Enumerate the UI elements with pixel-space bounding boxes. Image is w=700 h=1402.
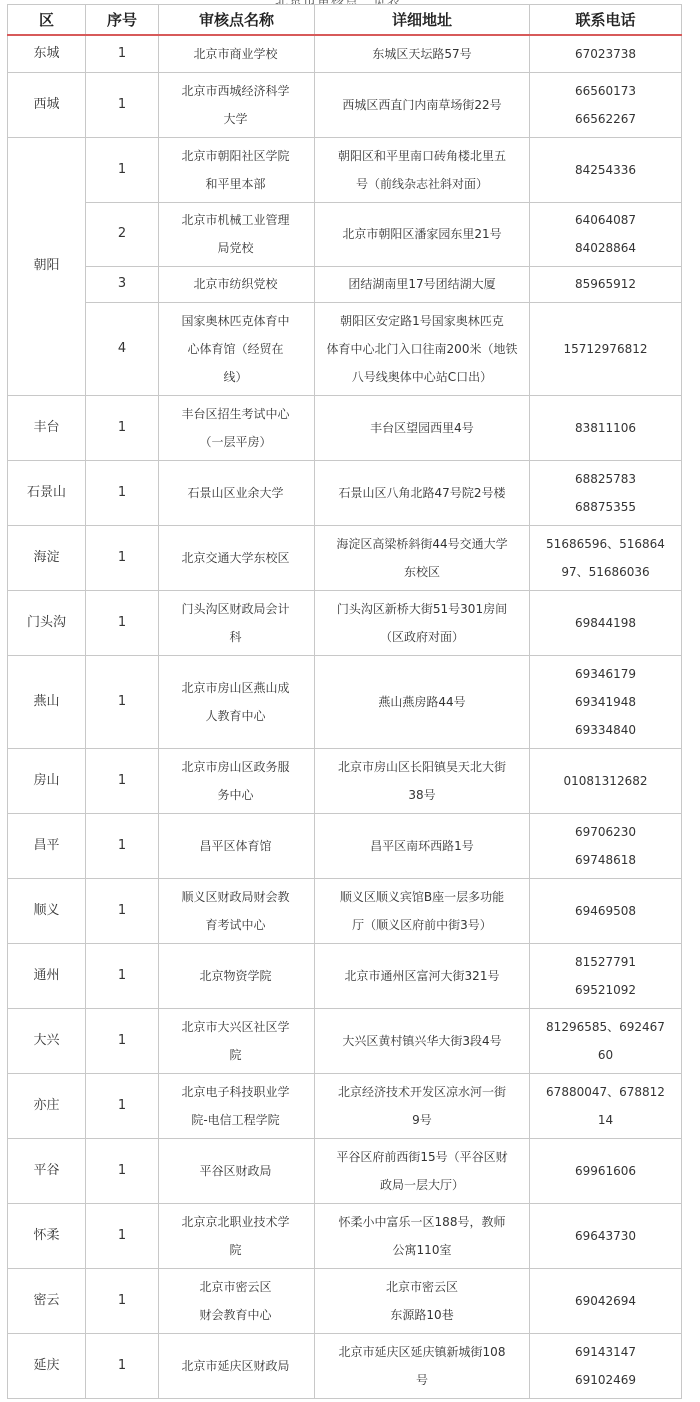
cell-phone-text: 67880047、678812 14 xyxy=(546,1084,665,1127)
cell-address xyxy=(315,655,530,748)
header-district: 区 xyxy=(8,5,86,36)
cell-serial-number-text: 2 xyxy=(117,226,127,241)
cell-site-name-text: 门头沟区财政局会计 科 xyxy=(181,601,290,644)
cell-serial-number xyxy=(86,72,159,137)
cell-phone-text: 15712976812 xyxy=(563,341,648,356)
cell-serial-number xyxy=(86,266,159,302)
cell-address xyxy=(315,878,530,943)
cell-serial-number xyxy=(86,460,159,525)
cell-serial-number xyxy=(86,1203,159,1268)
cell-phone-text: 69844198 xyxy=(574,615,637,630)
cell-address xyxy=(315,748,530,813)
table-row xyxy=(8,460,682,525)
cell-phone xyxy=(530,655,682,748)
cell-site-name xyxy=(159,813,315,878)
cell-phone-text: 81296585、692467 60 xyxy=(546,1019,665,1062)
cell-phone-text: 84254336 xyxy=(574,162,637,177)
cell-site-name-text: 北京物资学院 xyxy=(199,968,272,983)
cell-serial-number xyxy=(86,813,159,878)
cell-address-text: 团结湖南里17号团结湖大厦 xyxy=(348,277,496,291)
cell-serial-number-text: 1 xyxy=(117,161,127,177)
cell-phone-text: 64064087 84028864 xyxy=(574,213,637,255)
cell-address-text: 朝阳区和平里南口砖角楼北里五 号（前线杂志社斜对面） xyxy=(337,148,506,191)
cell-phone xyxy=(530,460,682,525)
cell-address-text: 怀柔小中富乐一区188号，教师 公寓110室 xyxy=(338,1214,506,1257)
table-row xyxy=(8,1268,682,1333)
cell-site-name xyxy=(159,137,315,202)
table-row xyxy=(8,748,682,813)
cell-phone-text: 69706230 69748618 xyxy=(574,824,637,867)
cell-address xyxy=(315,1138,530,1203)
cell-site-name xyxy=(159,590,315,655)
cell-site-name-text: 北京市房山区燕山成 人教育中心 xyxy=(181,680,290,723)
cell-phone xyxy=(530,266,682,302)
cell-address-text: 北京市朝阳区潘家园东里21号 xyxy=(342,227,502,241)
cell-site-name-text: 北京京北职业技术学 院 xyxy=(181,1214,290,1257)
cell-address-text: 平谷区府前西街15号（平谷区财 政局一层大厅） xyxy=(336,1149,508,1192)
table-row xyxy=(8,1138,682,1203)
cell-site-name xyxy=(159,1073,315,1138)
cell-serial-number-text: 1 xyxy=(117,772,127,788)
cell-site-name-text: 石景山区业余大学 xyxy=(187,485,284,500)
cell-phone xyxy=(530,590,682,655)
cell-serial-number-text: 1 xyxy=(117,693,127,709)
header-address: 详细地址 xyxy=(315,5,530,36)
cell-phone xyxy=(530,1008,682,1073)
cell-serial-number xyxy=(86,655,159,748)
cell-site-name xyxy=(159,72,315,137)
cell-serial-number-text: 1 xyxy=(117,837,127,853)
cell-phone xyxy=(530,878,682,943)
cell-serial-number-text: 4 xyxy=(117,340,127,356)
cell-serial-number xyxy=(86,1268,159,1333)
table-row xyxy=(8,655,682,748)
cell-site-name xyxy=(159,1008,315,1073)
cell-address xyxy=(315,1008,530,1073)
cell-serial-number-text: 1 xyxy=(117,967,127,983)
cell-address xyxy=(315,460,530,525)
cell-site-name-text: 北京市纺织党校 xyxy=(193,277,278,291)
cell-site-name xyxy=(159,35,315,72)
cell-address-text: 顺义区顺义宾馆B座一层多功能 厅（顺义区府前中街3号） xyxy=(339,889,505,932)
table-header-row xyxy=(8,5,682,36)
cell-phone-text: 69042694 xyxy=(574,1293,637,1308)
cell-serial-number xyxy=(86,748,159,813)
table-row xyxy=(8,395,682,460)
cell-site-name xyxy=(159,878,315,943)
cell-phone xyxy=(530,1203,682,1268)
exam-site-table xyxy=(7,4,682,1399)
cell-serial-number xyxy=(86,878,159,943)
table-row xyxy=(8,302,682,395)
cell-site-name-text: 顺义区财政局财会教 育考试中心 xyxy=(181,889,290,932)
cell-serial-number-text: 1 xyxy=(117,1227,127,1243)
cell-serial-number-text: 1 xyxy=(117,45,127,61)
cell-phone xyxy=(530,302,682,395)
table-row xyxy=(8,266,682,302)
cell-address xyxy=(315,72,530,137)
cell-address xyxy=(315,137,530,202)
cell-site-name xyxy=(159,1333,315,1398)
cell-serial-number xyxy=(86,1008,159,1073)
cell-phone-text: 01081312682 xyxy=(563,773,648,788)
cell-district: 密云 xyxy=(8,1268,86,1333)
table-row xyxy=(8,1073,682,1138)
cell-phone-text: 83811106 xyxy=(574,420,637,435)
cell-district: 西城 xyxy=(8,72,86,137)
cell-address-text: 北京市通州区富河大街321号 xyxy=(344,968,500,983)
cell-address xyxy=(315,395,530,460)
cell-address xyxy=(315,302,530,395)
cell-phone xyxy=(530,1333,682,1398)
cell-address-text: 丰台区望园西里4号 xyxy=(370,420,474,435)
cell-address-text: 西城区西直门内南草场街22号 xyxy=(342,97,502,112)
cell-address xyxy=(315,590,530,655)
cell-serial-number xyxy=(86,302,159,395)
cell-address xyxy=(315,1333,530,1398)
table-row xyxy=(8,1333,682,1398)
cell-phone xyxy=(530,943,682,1008)
header-serial-number: 序号 xyxy=(86,5,159,36)
cell-site-name-text: 北京市机械工业管理 局党校 xyxy=(181,213,290,255)
cell-serial-number-text: 3 xyxy=(117,276,127,291)
cell-phone xyxy=(530,35,682,72)
cell-phone-text: 68825783 68875355 xyxy=(574,471,637,514)
cell-address-text: 北京市密云区 东源路10巷 xyxy=(385,1279,458,1322)
cell-district: 燕山 xyxy=(8,655,86,748)
cell-address xyxy=(315,1268,530,1333)
cell-address-text: 大兴区黄村镇兴华大街3段4号 xyxy=(342,1033,502,1048)
cell-address-text: 朝阳区安定路1号国家奥林匹克 体育中心北门入口往南200米（地铁 八号线奥体中心站C口出） xyxy=(326,313,518,384)
cell-serial-number-text: 1 xyxy=(117,549,127,565)
cell-serial-number xyxy=(86,525,159,590)
cell-site-name xyxy=(159,1138,315,1203)
cell-address xyxy=(315,202,530,266)
cell-serial-number-text: 1 xyxy=(117,1357,127,1373)
cell-address xyxy=(315,813,530,878)
cell-phone-text: 85965912 xyxy=(574,277,637,291)
cell-district: 怀柔 xyxy=(8,1203,86,1268)
cell-serial-number xyxy=(86,943,159,1008)
cell-district: 门头沟 xyxy=(8,590,86,655)
cell-phone xyxy=(530,813,682,878)
cell-serial-number-text: 1 xyxy=(117,484,127,500)
cell-serial-number-text: 1 xyxy=(117,1032,127,1048)
cell-serial-number xyxy=(86,395,159,460)
cell-address-text: 石景山区八角北路47号院2号楼 xyxy=(338,485,506,500)
cell-site-name-text: 北京市大兴区社区学 院 xyxy=(181,1019,290,1062)
cell-serial-number xyxy=(86,1138,159,1203)
cell-serial-number-text: 1 xyxy=(117,96,127,112)
cell-site-name xyxy=(159,302,315,395)
cell-district: 石景山 xyxy=(8,460,86,525)
header-phone: 联系电话 xyxy=(530,5,682,36)
cell-phone-text: 69643730 xyxy=(574,1228,637,1243)
cell-address-text: 东城区天坛路57号 xyxy=(372,46,472,61)
cell-district: 海淀 xyxy=(8,525,86,590)
cell-site-name-text: 北京市朝阳社区学院 和平里本部 xyxy=(181,148,290,191)
cell-district: 丰台 xyxy=(8,395,86,460)
cell-site-name-text: 昌平区体育馆 xyxy=(199,838,272,853)
cell-phone xyxy=(530,72,682,137)
cell-site-name-text: 国家奥林匹克体育中 心体育馆（经贸在线） xyxy=(181,313,290,384)
cell-district: 大兴 xyxy=(8,1008,86,1073)
cell-site-name xyxy=(159,266,315,302)
cell-site-name xyxy=(159,748,315,813)
cell-serial-number xyxy=(86,137,159,202)
cell-serial-number xyxy=(86,1073,159,1138)
cell-phone-text: 81527791 69521092 xyxy=(574,954,637,997)
cell-address-text: 昌平区南环西路1号 xyxy=(370,838,474,853)
cell-site-name-text: 北京市延庆区财政局 xyxy=(181,1358,290,1373)
cell-serial-number-text: 1 xyxy=(117,1292,127,1308)
cell-site-name xyxy=(159,202,315,266)
cell-district: 朝阳 xyxy=(8,137,86,395)
cell-site-name-text: 平谷区财政局 xyxy=(199,1163,272,1178)
cell-address xyxy=(315,525,530,590)
cell-serial-number-text: 1 xyxy=(117,1162,127,1178)
cell-address-text: 北京市房山区长阳镇昊天北大街 38号 xyxy=(337,759,506,802)
cell-site-name-text: 丰台区招生考试中心 （一层平房） xyxy=(181,406,290,449)
cell-site-name xyxy=(159,1203,315,1268)
cell-phone xyxy=(530,202,682,266)
cell-site-name xyxy=(159,1268,315,1333)
cell-site-name-text: 北京交通大学东校区 xyxy=(181,550,290,565)
cell-serial-number-text: 1 xyxy=(117,419,127,435)
cell-address-text: 北京市延庆区延庆镇新城街108 号 xyxy=(338,1344,506,1387)
cell-district: 亦庄 xyxy=(8,1073,86,1138)
cell-serial-number-text: 1 xyxy=(117,902,127,918)
cell-site-name xyxy=(159,395,315,460)
cell-phone-text: 69469508 xyxy=(574,903,637,918)
cell-address xyxy=(315,266,530,302)
cell-phone xyxy=(530,525,682,590)
cell-phone xyxy=(530,1268,682,1333)
cell-district: 东城 xyxy=(8,35,86,72)
cell-address xyxy=(315,1203,530,1268)
cell-phone xyxy=(530,748,682,813)
cell-address xyxy=(315,943,530,1008)
cell-phone xyxy=(530,1073,682,1138)
cell-phone-text: 69346179 69341948 69334840 xyxy=(574,666,637,737)
cell-district: 顺义 xyxy=(8,878,86,943)
cell-phone-text: 67023738 xyxy=(574,46,637,61)
cell-phone-text: 66560173 66562267 xyxy=(574,83,637,126)
cell-address-text: 门头沟区新桥大街51号301房间 （区政府对面） xyxy=(336,601,508,644)
cell-site-name-text: 北京市密云区 财会教育中心 xyxy=(199,1279,272,1322)
cell-address xyxy=(315,1073,530,1138)
cell-phone-text: 51686596、516864 97、51686036 xyxy=(546,536,665,579)
cell-district: 平谷 xyxy=(8,1138,86,1203)
cell-serial-number xyxy=(86,35,159,72)
cell-phone-text: 69961606 xyxy=(574,1163,637,1178)
table-row xyxy=(8,943,682,1008)
table-row xyxy=(8,202,682,266)
table-row xyxy=(8,1203,682,1268)
cell-serial-number-text: 1 xyxy=(117,1097,127,1113)
table-row xyxy=(8,72,682,137)
table-row xyxy=(8,813,682,878)
cell-site-name-text: 北京市西城经济科学 大学 xyxy=(181,83,290,126)
cell-phone xyxy=(530,137,682,202)
table-row xyxy=(8,1008,682,1073)
cell-serial-number-text: 1 xyxy=(117,614,127,630)
cell-serial-number xyxy=(86,202,159,266)
cell-district: 延庆 xyxy=(8,1333,86,1398)
cell-district: 昌平 xyxy=(8,813,86,878)
table-row xyxy=(8,35,682,72)
cell-phone xyxy=(530,395,682,460)
table-row xyxy=(8,878,682,943)
cell-phone xyxy=(530,1138,682,1203)
table-row xyxy=(8,525,682,590)
table-body xyxy=(8,35,682,1398)
cell-site-name-text: 北京市房山区政务服 务中心 xyxy=(181,759,290,802)
cell-serial-number xyxy=(86,1333,159,1398)
table-row xyxy=(8,137,682,202)
cell-site-name-text: 北京市商业学校 xyxy=(193,46,278,61)
cell-district: 通州 xyxy=(8,943,86,1008)
table-row xyxy=(8,590,682,655)
cell-phone-text: 69143147 69102469 xyxy=(574,1344,637,1387)
cell-site-name-text: 北京电子科技职业学 院-电信工程学院 xyxy=(181,1084,290,1127)
header-site-name: 审核点名称 xyxy=(159,5,315,36)
cell-site-name xyxy=(159,460,315,525)
cell-serial-number xyxy=(86,590,159,655)
cell-site-name xyxy=(159,943,315,1008)
cell-address xyxy=(315,35,530,72)
cell-site-name xyxy=(159,525,315,590)
cell-address-text: 海淀区高梁桥斜街44号交通大学 东校区 xyxy=(336,536,508,579)
cell-site-name xyxy=(159,655,315,748)
cell-address-text: 北京经济技术开发区凉水河一街 9号 xyxy=(337,1084,506,1127)
cell-district: 房山 xyxy=(8,748,86,813)
cell-address-text: 燕山燕房路44号 xyxy=(378,694,466,709)
